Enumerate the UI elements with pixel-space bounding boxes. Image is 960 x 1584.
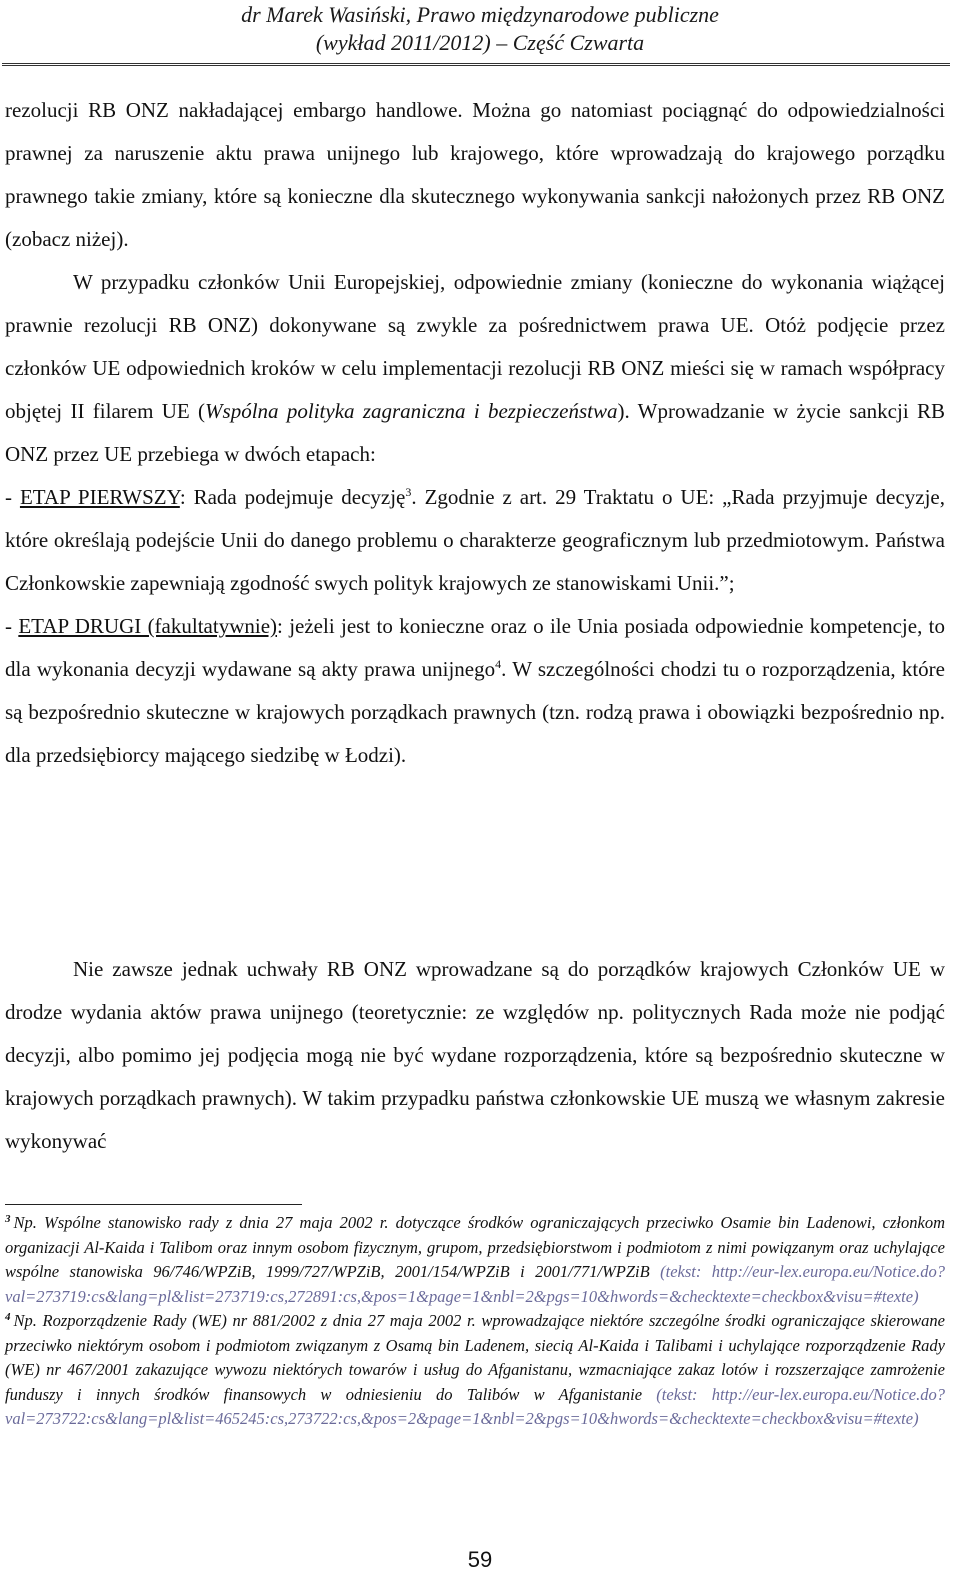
paragraph-text: . Zgodnie z art. 29 Traktatu o UE: „Rada przyjmuje decyzje, które określają podejście Unii do danego problemu o charakterze geograficznym lub przedmiotowym. Państwa Członkowskie zapewniają zgodność swych polityk krajowych ze stanowiskami Unii.”; xyxy=(5,485,946,595)
footnote-ref[interactable]: 3 xyxy=(405,485,412,499)
paragraph-text: : Rada podejmuje decyzję xyxy=(179,485,406,509)
paragraph-text: W przypadku członków Unii Europejskiej, odpowiednie zmiany (konieczne do wykonania wiążącej prawnie rezolucji RB ONZ) dokonywane są zwykle za pośrednictwem prawa UE. Otóż podjęcie przez członków UE odpowiednich kroków w celu implementacji rezolucji RB ONZ mieści się w ramach współpracy objętej II filarem UE ( xyxy=(5,270,945,423)
paragraph xyxy=(5,89,945,261)
page-number: 59 xyxy=(467,1547,493,1572)
paragraph-text: ). Wprowadzanie w życie sankcji RB ONZ przez UE przebiega w dwóch etapach: xyxy=(5,399,945,466)
footnote-number: 4 xyxy=(5,1310,11,1323)
header-lecture-line: (wykład 2011/2012) – Część Czwarta xyxy=(315,30,645,55)
footnote xyxy=(5,1309,945,1432)
dash: - xyxy=(5,485,20,509)
footnote-ref[interactable]: 4 xyxy=(495,657,502,671)
paragraph xyxy=(5,948,945,1163)
paragraph-text: Nie zawsze jednak uchwały RB ONZ wprowadzane są do porządków krajowych Członków UE w drodze wydania aktów prawa unijnego (teoretycznie: ze względów np. politycznych Rada może nie podjąć decyzji, albo pomimo jej podjęcia mogą nie być wydane rozporządzenia, które są bezpośrednio skuteczne w krajowych porządkach prawnych). W takim przypadku państwa członkowskie UE muszą we własnym zakresie wykonywać xyxy=(5,957,945,1153)
footnote-link[interactable]: (tekst: http://eur-lex.europa.eu/Notice.do?val=273722:cs&lang=pl&list=465245:cs,273722:cs,&pos=2&page=1&nbl=2&pgs=10&hwords=&checktexte=checkbox&visu=#texte) xyxy=(5,1384,945,1428)
step-one-item xyxy=(5,476,945,605)
footnote-divider xyxy=(5,1204,302,1205)
step-two-label: ETAP DRUGI (fakultatywnie) xyxy=(18,614,278,638)
paragraph-text: : jeżeli jest to konieczne oraz o ile Unia posiada odpowiednie kompetencje, to dla wykonania decyzji wydawane są akty prawa unijnego xyxy=(5,614,945,681)
italic-term: Wspólna polityka zagraniczna i bezpieczeństwa xyxy=(205,399,618,423)
main-text xyxy=(5,89,945,777)
header-divider xyxy=(2,63,950,68)
paragraph xyxy=(5,261,945,476)
footnote-number: 3 xyxy=(5,1212,11,1225)
header-author-line: dr Marek Wasiński, Prawo międzynarodowe publiczne xyxy=(241,2,719,27)
footnote-text: Np. Wspólne stanowisko rady z dnia 27 maja 2002 r. dotyczące środków ograniczających przeciwko Osamie bin Ladenowi, członkom organizacji Al-Kaida i Talibom oraz innym osobom fizycznym, grupom, przedsiębiorstwom i podmiotom z nimi powiązanym oraz uchylające wspólne stanowiska 96/746/WPZiB, 1999/727/WPZiB, 2001/154/WPZiB i 2001/771/WPZiB xyxy=(5,1213,945,1281)
footnotes xyxy=(5,1211,945,1432)
main-text-continued xyxy=(5,948,945,1163)
step-one-label: ETAP PIERWSZY xyxy=(19,485,180,509)
paragraph-text: rezolucji RB ONZ nakładającej embargo handlowe. Można go natomiast pociągnąć do odpowiedzialności prawnej za naruszenie aktu prawa unijnego lub krajowego, które wprowadzają do krajowego porządku prawnego takie zmiany, które są konieczne dla skutecznego wykonywania sankcji nałożonych przez RB ONZ (zobacz niżej). xyxy=(5,98,945,251)
dash: - xyxy=(5,614,19,638)
step-two-item xyxy=(5,605,945,777)
paragraph-text: . W szczególności chodzi tu o rozporządzenia, które są bezpośrednio skuteczne w krajowych porządkach prawnych (tzn. rodzą prawa i obowiązki bezpośrednio np. dla przedsiębiorcy mającego siedzibę w Łodzi). xyxy=(5,657,945,767)
footnote xyxy=(5,1211,945,1309)
footnote-link[interactable]: (tekst: http://eur-lex.europa.eu/Notice.do?val=273719:cs&lang=pl&list=273719:cs,272891:cs,&pos=1&page=1&nbl=2&pgs=10&hwords=&checktexte=checkbox&visu=#texte) xyxy=(5,1262,945,1306)
footnote-text: Np. Rozporządzenie Rady (WE) nr 881/2002 z dnia 27 maja 2002 r. wprowadzające niektóre szczególne środki ograniczające skierowane przeciwko niektórym osobom i podmiotom związanym z Osamą bin Ladenem, siecią Al-Kaida i Talibami i uchylające rozporządzenie Rady (WE) nr 467/2001 zakazujące wywozu niektórych towarów i usług do Afganistanu, wzmacniające zakaz lotów i rozszerzające zamrożenie funduszy i innych środków finansowych w odniesieniu do Talibów w Afganistanie xyxy=(5,1311,945,1404)
